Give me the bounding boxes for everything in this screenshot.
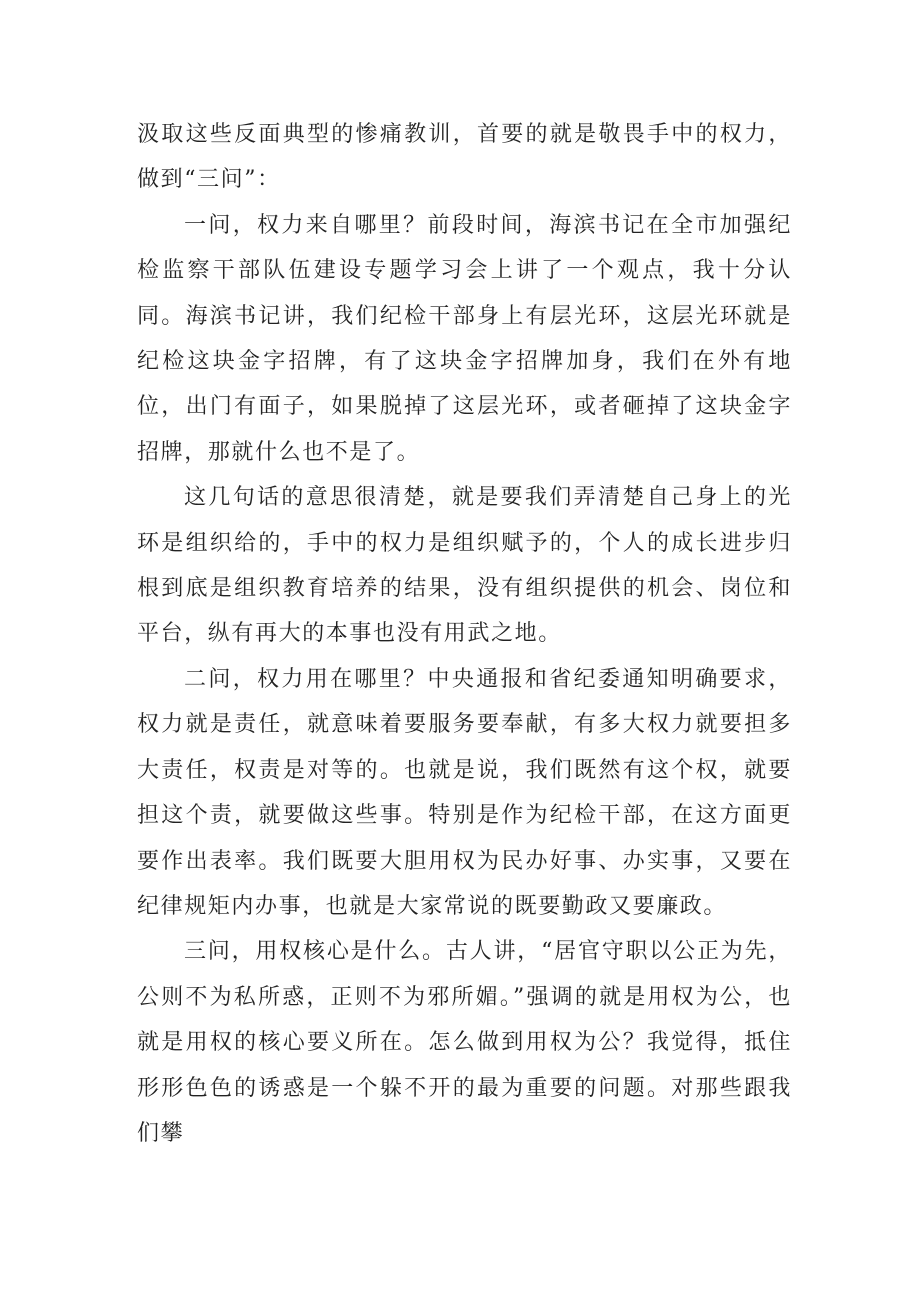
paragraph-intro: 汲取这些反面典型的惨痛教训，首要的就是敬畏手中的权力，做到“三问”： — [137, 122, 792, 193]
paragraph-question-three: 三问，用权核心是什么。古人讲，“居官守职以公正为先，公则不为私所惑，正则不为邪所媚。”强调的就是用权为公，也就是用权的核心要义所在。怎么做到用权为公？我觉得，抵住形形色色的诱惑是一个躲不开的最为重要的问题。对那些跟我们攀 — [137, 939, 792, 1146]
paragraph-explanation: 这几句话的意思很清楚，就是要我们弄清楚自己身上的光环是组织给的，手中的权力是组织赋予的，个人的成长进步归根到底是组织教育培养的结果，没有组织提供的机会、岗位和平台，纵有再大的本事也没有用武之地。 — [137, 485, 792, 647]
document-body — [137, 112, 792, 1156]
paragraph-question-two: 二问，权力用在哪里？中央通报和省纪委通知明确要求，权力就是责任，就意味着要服务要奉献，有多大权力就要担多大责任，权责是对等的。也就是说，我们既然有这个权，就要担这个责，就要做这些事。特别是作为纪检干部，在这方面更要作出表率。我们既要大胆用权为民办好事、办实事，又要在纪律规矩内办事，也就是大家常说的既要勤政又要廉政。 — [137, 666, 792, 919]
paragraph-question-one: 一问，权力来自哪里？前段时间，海滨书记在全市加强纪检监察干部队伍建设专题学习会上讲了一个观点，我十分认同。海滨书记讲，我们纪检干部身上有层光环，这层光环就是纪检这块金字招牌，有了这块金字招牌加身，我们在外有地位，出门有面子，如果脱掉了这层光环，或者砸掉了这块金字招牌，那就什么也不是了。 — [137, 212, 792, 465]
